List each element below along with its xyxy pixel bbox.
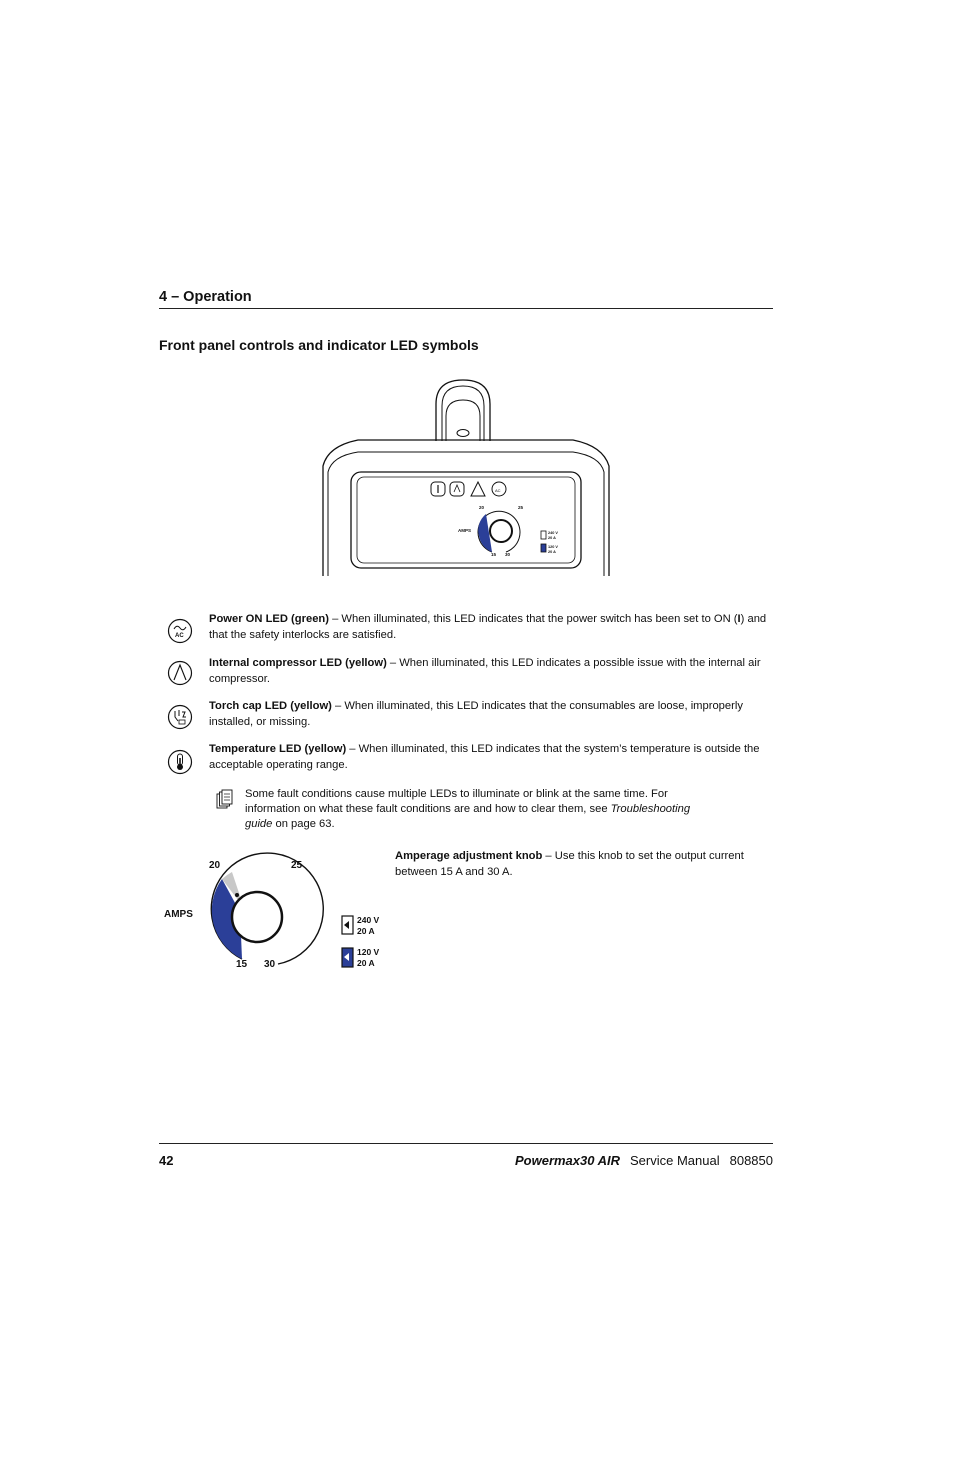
amperage-title: Amperage adjustment knob (395, 850, 543, 862)
amperage-knob-illustration (160, 852, 390, 974)
note-text-1: Some fault conditions cause multiple LEDs to illuminate or blink at the same time. For information on what these fault conditions are and how to clear them, see (245, 788, 668, 815)
torch-cap-icon (167, 704, 193, 730)
thermometer-icon (167, 749, 193, 775)
tick-20-label: 20 (209, 860, 221, 871)
led-power-text-a: – When illuminated, this LED indicates that the power switch has been set to ON ( (328, 613, 738, 625)
manual-type: Service Manual (630, 1153, 720, 1168)
product-name: Powermax30 AIR (514, 1153, 620, 1168)
led-temperature-title: Temperature LED (yellow) (209, 743, 347, 755)
mini-120a: 20 A (548, 550, 556, 554)
led-power-on-char: I (737, 613, 741, 625)
tick-25-label: 25 (291, 860, 303, 871)
section-title: Front panel controls and indicator LED symbols (159, 337, 479, 353)
mini-240v: 240 V (548, 531, 558, 535)
switch-120a-label: 20 A (357, 958, 375, 968)
fault-note (245, 787, 715, 832)
footer-rule (159, 1143, 773, 1144)
footer-doc-info (515, 1153, 773, 1168)
mini-tick-30: 30 (505, 552, 511, 557)
led-temperature-text: – When illuminated, this LED indicates that the system’s temperature is outside the acceptable operating range. (209, 743, 760, 771)
led-power-title: Power ON LED (green) (209, 613, 329, 625)
front-panel-illustration (318, 376, 614, 582)
led-torch-cap-title: Torch cap LED (yellow) (209, 700, 332, 712)
mini-120v: 120 V (548, 545, 558, 549)
page-number: 42 (159, 1153, 174, 1168)
mini-tick-15: 15 (491, 552, 497, 557)
led-torch-cap-description (209, 699, 775, 730)
document-number: 808850 (729, 1153, 773, 1168)
chapter-heading: 4 – Operation (159, 289, 252, 305)
amps-label: AMPS (164, 909, 193, 920)
note-text-2: on page 63. (272, 818, 335, 830)
compressor-icon (167, 660, 193, 686)
led-torch-cap-text: – When illuminated, this LED indicates that the consumables are loose, improperly installed, or missing. (209, 700, 743, 728)
led-power-description (209, 612, 775, 643)
tick-15-label: 15 (236, 959, 248, 970)
led-compressor-title: Internal compressor LED (yellow) (209, 657, 387, 669)
amperage-text: – Use this knob to set the output current between 15 A and 30 A. (395, 850, 744, 878)
led-compressor-description (209, 656, 775, 687)
mini-tick-25: 25 (518, 505, 524, 510)
led-temperature-description (209, 742, 775, 773)
power-ac-icon (167, 618, 193, 644)
troubleshooting-link[interactable]: Troubleshooting guide (245, 803, 691, 830)
header-rule (159, 308, 773, 309)
ac-icon-label: AC (175, 633, 184, 639)
led-power-text-b: ) and that the safety interlocks are satisfied. (209, 613, 767, 641)
svg-text:AC: AC (495, 488, 501, 493)
note-icon (216, 789, 233, 809)
switch-240v-label: 240 V (357, 915, 380, 925)
switch-240a-label: 20 A (357, 926, 375, 936)
mini-240a: 20 A (548, 536, 556, 540)
led-compressor-text: – When illuminated, this LED indicates a possible issue with the internal air compressor. (209, 657, 761, 685)
tick-30-label: 30 (264, 959, 276, 970)
mini-tick-20: 20 (479, 505, 485, 510)
mini-amps-label: AMPS (458, 528, 472, 533)
switch-120v-label: 120 V (357, 947, 380, 957)
amperage-description (395, 849, 775, 880)
